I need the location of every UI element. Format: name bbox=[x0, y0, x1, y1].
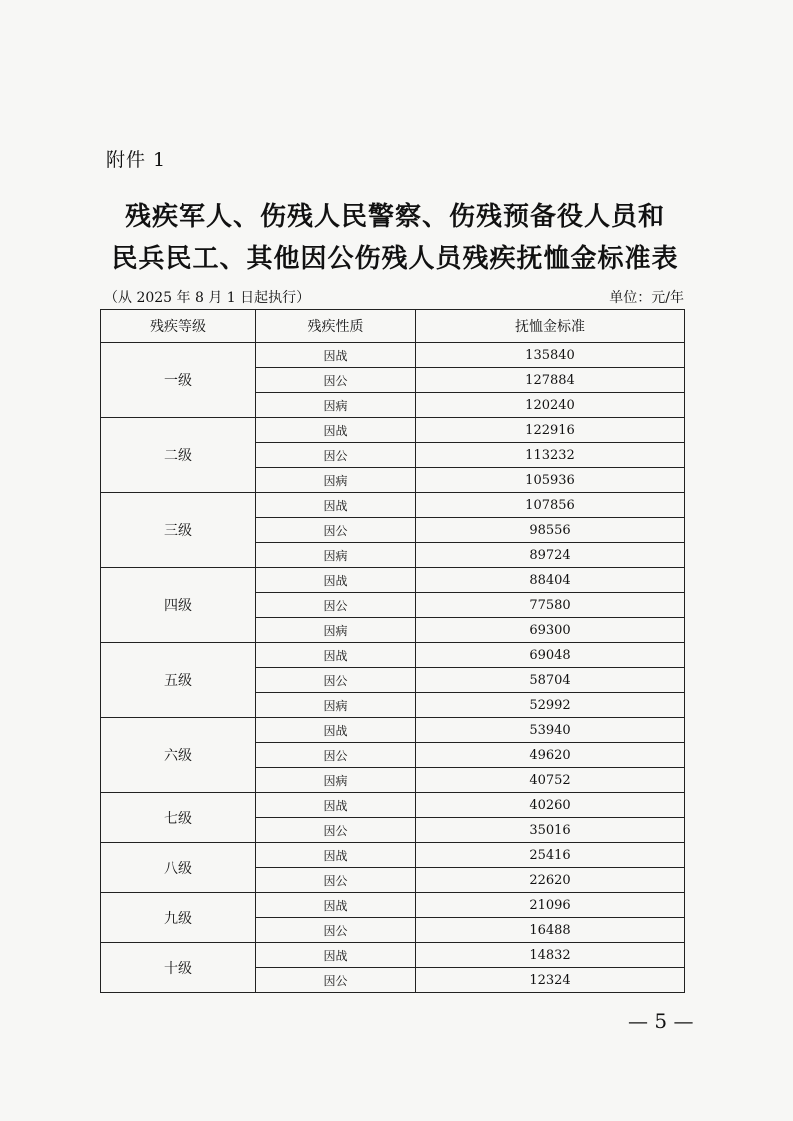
pension-amount-cell: 16488 bbox=[416, 918, 685, 943]
disability-nature-cell: 因病 bbox=[256, 618, 416, 643]
disability-nature-cell: 因公 bbox=[256, 668, 416, 693]
pension-amount-cell: 58704 bbox=[416, 668, 685, 693]
page-number: — 5 — bbox=[628, 1009, 694, 1033]
disability-nature-cell: 因病 bbox=[256, 768, 416, 793]
disability-level-cell: 四级 bbox=[101, 568, 256, 643]
disability-level-cell: 九级 bbox=[101, 893, 256, 943]
disability-nature-cell: 因战 bbox=[256, 943, 416, 968]
disability-nature-cell: 因病 bbox=[256, 543, 416, 568]
disability-nature-cell: 因公 bbox=[256, 818, 416, 843]
table-header-row bbox=[101, 310, 685, 343]
table-row bbox=[101, 893, 685, 918]
document-title-line-1: 残疾军人、伤残人民警察、伤残预备役人员和 bbox=[124, 202, 665, 232]
disability-level-cell: 二级 bbox=[101, 418, 256, 493]
pension-amount-cell: 22620 bbox=[416, 868, 685, 893]
header-disability-nature: 残疾性质 bbox=[256, 310, 416, 343]
disability-level-cell: 三级 bbox=[101, 493, 256, 568]
pension-amount-cell: 120240 bbox=[416, 393, 685, 418]
disability-level-cell: 八级 bbox=[101, 843, 256, 893]
pension-amount-cell: 69048 bbox=[416, 643, 685, 668]
disability-nature-cell: 因战 bbox=[256, 793, 416, 818]
pension-amount-cell: 105936 bbox=[416, 468, 685, 493]
pension-amount-cell: 40752 bbox=[416, 768, 685, 793]
header-disability-level: 残疾等级 bbox=[101, 310, 256, 343]
disability-nature-cell: 因战 bbox=[256, 568, 416, 593]
pension-amount-cell: 135840 bbox=[416, 343, 685, 368]
pension-amount-cell: 49620 bbox=[416, 743, 685, 768]
header-pension-amount: 抚恤金标准 bbox=[416, 310, 685, 343]
table-row bbox=[101, 418, 685, 443]
disability-nature-cell: 因公 bbox=[256, 593, 416, 618]
disability-nature-cell: 因病 bbox=[256, 393, 416, 418]
pension-amount-cell: 122916 bbox=[416, 418, 685, 443]
pension-amount-cell: 53940 bbox=[416, 718, 685, 743]
table-row bbox=[101, 943, 685, 968]
disability-nature-cell: 因战 bbox=[256, 418, 416, 443]
disability-level-cell: 六级 bbox=[101, 718, 256, 793]
pension-amount-cell: 107856 bbox=[416, 493, 685, 518]
pension-amount-cell: 25416 bbox=[416, 843, 685, 868]
pension-amount-cell: 14832 bbox=[416, 943, 685, 968]
table-row bbox=[101, 493, 685, 518]
disability-nature-cell: 因战 bbox=[256, 843, 416, 868]
disability-nature-cell: 因战 bbox=[256, 493, 416, 518]
disability-nature-cell: 因病 bbox=[256, 693, 416, 718]
pension-amount-cell: 113232 bbox=[416, 443, 685, 468]
table-row bbox=[101, 643, 685, 668]
disability-nature-cell: 因公 bbox=[256, 918, 416, 943]
attachment-label: 附件 1 bbox=[106, 149, 167, 171]
disability-nature-cell: 因战 bbox=[256, 643, 416, 668]
disability-level-cell: 七级 bbox=[101, 793, 256, 843]
pension-standard-table bbox=[100, 309, 685, 993]
pension-amount-cell: 77580 bbox=[416, 593, 685, 618]
disability-nature-cell: 因公 bbox=[256, 743, 416, 768]
table-row bbox=[101, 718, 685, 743]
disability-nature-cell: 因战 bbox=[256, 893, 416, 918]
disability-nature-cell: 因公 bbox=[256, 518, 416, 543]
pension-amount-cell: 12324 bbox=[416, 968, 685, 993]
table-row bbox=[101, 843, 685, 868]
disability-nature-cell: 因战 bbox=[256, 343, 416, 368]
disability-nature-cell: 因战 bbox=[256, 718, 416, 743]
table-row bbox=[101, 793, 685, 818]
unit-label: 单位：元/年 bbox=[609, 290, 684, 306]
disability-nature-cell: 因公 bbox=[256, 868, 416, 893]
table-row bbox=[101, 343, 685, 368]
document-title-line-2: 民兵民工、其他因公伤残人员残疾抚恤金标准表 bbox=[111, 244, 679, 274]
disability-nature-cell: 因公 bbox=[256, 968, 416, 993]
pension-amount-cell: 88404 bbox=[416, 568, 685, 593]
disability-level-cell: 一级 bbox=[101, 343, 256, 418]
pension-amount-cell: 69300 bbox=[416, 618, 685, 643]
pension-amount-cell: 98556 bbox=[416, 518, 685, 543]
table-row bbox=[101, 568, 685, 593]
disability-nature-cell: 因公 bbox=[256, 368, 416, 393]
disability-level-cell: 十级 bbox=[101, 943, 256, 993]
disability-nature-cell: 因病 bbox=[256, 468, 416, 493]
table-body bbox=[101, 343, 685, 993]
pension-amount-cell: 52992 bbox=[416, 693, 685, 718]
pension-amount-cell: 127884 bbox=[416, 368, 685, 393]
pension-amount-cell: 35016 bbox=[416, 818, 685, 843]
effective-date: （从 2025 年 8 月 1 日起执行） bbox=[104, 290, 311, 306]
pension-amount-cell: 89724 bbox=[416, 543, 685, 568]
pension-amount-cell: 40260 bbox=[416, 793, 685, 818]
pension-amount-cell: 21096 bbox=[416, 893, 685, 918]
disability-nature-cell: 因公 bbox=[256, 443, 416, 468]
disability-level-cell: 五级 bbox=[101, 643, 256, 718]
